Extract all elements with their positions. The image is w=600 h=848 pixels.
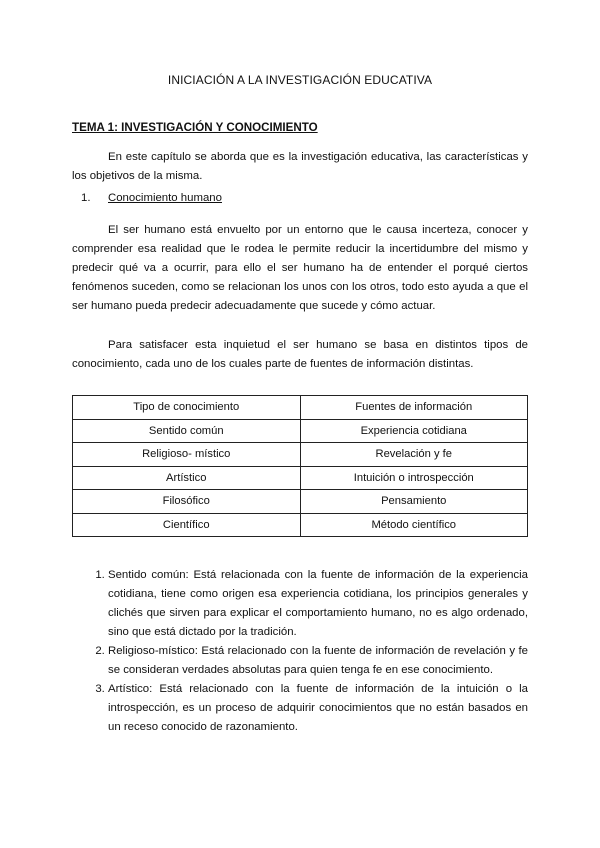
- table-cell: Sentido común: [73, 419, 301, 443]
- table-cell: Método científico: [300, 513, 528, 537]
- knowledge-types-list: [72, 566, 528, 737]
- table-row: [73, 419, 528, 443]
- table-cell: Religioso- místico: [73, 443, 301, 467]
- section-title: TEMA 1: INVESTIGACIÓN Y CONOCIMIENTO: [72, 121, 318, 134]
- table-header-cell: Fuentes de información: [300, 396, 528, 420]
- table-row: [73, 443, 528, 467]
- table-cell: Filosófico: [73, 490, 301, 514]
- table-cell: Científico: [73, 513, 301, 537]
- table-row: [73, 490, 528, 514]
- table-cell: Intuición o introspección: [300, 466, 528, 490]
- subsection-heading: [81, 192, 222, 204]
- table-cell: Experiencia cotidiana: [300, 419, 528, 443]
- list-item: 1. Sentido común: Está relacionada con la fuente de información de la experiencia cotidiana, tiene como origen esa experiencia cotidiana, los principios generales y clichés que sirven para explicar el comportamiento humano, no es algo ordenado, sino que está dictado por la tradición.: [108, 566, 528, 642]
- subsection-number: 1.: [81, 192, 91, 204]
- body-paragraph-1: El ser humano está envuelto por un entorno que le causa incerteza, conocer y comprender esa realidad que le rodea le permite reducir la incertidumbre del mismo y predecir qué va a ocurrir, para ello el ser humano ha de entender el porqué ciertos fenómenos suceden, como se relacionan los unos con los otros, todo esto ayuda a que el ser humano pueda predecir adecuadamente que sucede y cómo actuar.: [72, 224, 528, 312]
- list-item: 2. Religioso-místico: Está relacionado con la fuente de información de revelación y fe se consideran verdades absolutas para quien tenga fe en ese conocimiento.: [108, 642, 528, 680]
- table-header-row: [73, 396, 528, 420]
- subsection-title: Conocimiento humano: [108, 192, 222, 204]
- table-row: [73, 466, 528, 490]
- table-cell: Revelación y fe: [300, 443, 528, 467]
- table-cell: Pensamiento: [300, 490, 528, 514]
- table-cell: Artístico: [73, 466, 301, 490]
- body-paragraph-2: Para satisfacer esta inquietud el ser humano se basa en distintos tipos de conocimiento, cada uno de los cuales parte de fuentes de información distintas.: [72, 339, 528, 370]
- intro-paragraph: En este capítulo se aborda que es la investigación educativa, las características y los objetivos de la misma.: [72, 151, 528, 182]
- table-header-cell: Tipo de conocimiento: [73, 396, 301, 420]
- document-title: INICIACIÓN A LA INVESTIGACIÓN EDUCATIVA: [167, 73, 433, 87]
- list-item: 3. Artístico: Está relacionado con la fuente de información de la intuición o la introspección, es un proceso de adquirir conocimientos que no están basados en un receso conocido de razonamiento.: [108, 680, 528, 737]
- table-row: [73, 513, 528, 537]
- knowledge-types-table: [72, 395, 528, 537]
